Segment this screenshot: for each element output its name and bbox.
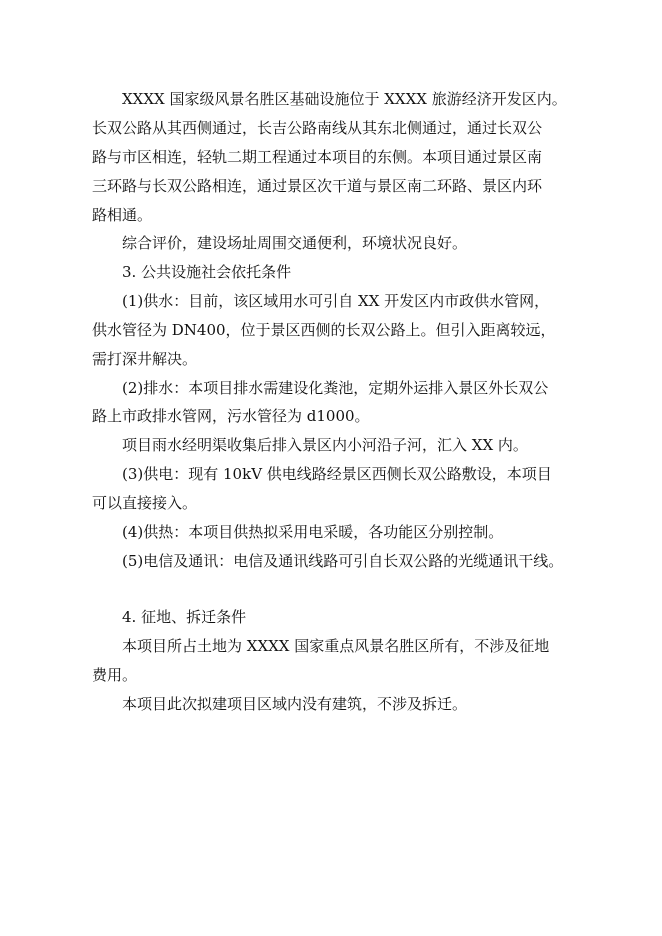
power-supply-line-1: (3)供电：现有 10kV 供电线路经景区西侧长双公路敷设，本项目 [122, 465, 552, 483]
drainage-line-1: (2)排水：本项目排水需建设化粪池，定期外运排入景区外长双公 [122, 379, 549, 397]
demolition-line: 本项目此次拟建项目区域内没有建筑，不涉及拆迁。 [122, 695, 468, 713]
section-heading-3: 3. 公共设施社会依托条件 [122, 263, 292, 281]
paragraph-line-5: 路相通。 [92, 206, 153, 224]
paragraph-line-1: XXXX 国家级风景名胜区基础设施位于 XXXX 旅游经济开发区内。 [122, 90, 567, 108]
water-supply-line-3: 需打深井解决。 [92, 350, 198, 368]
telecom-line: (5)电信及通讯：电信及通讯线路可引自长双公路的光缆通讯干线。 [122, 552, 564, 570]
section-heading-4: 4. 征地、拆迁条件 [122, 608, 247, 626]
drainage-line-2: 路上市政排水管网，污水管径为 d1000。 [92, 407, 370, 425]
rainwater-line: 项目雨水经明渠收集后排入景区内小河沿子河，汇入 XX 内。 [122, 436, 528, 454]
water-supply-line-1: (1)供水：目前，该区域用水可引自 XX 开发区内市政供水管网， [122, 292, 550, 310]
land-use-line-1: 本项目所占土地为 XXXX 国家重点风景名胜区所有，不涉及征地 [122, 637, 550, 655]
power-supply-line-2: 可以直接接入。 [92, 494, 198, 512]
paragraph-line-2: 长双公路从其西侧通过，长吉公路南线从其东北侧通过，通过长双公 [92, 119, 543, 137]
heating-line: (4)供热：本项目供热拟采用电采暖，各功能区分别控制。 [122, 523, 504, 541]
land-use-line-2: 费用。 [92, 666, 138, 684]
paragraph-line-4: 三环路与长双公路相连，通过景区次干道与景区南二环路、景区内环 [92, 177, 543, 195]
water-supply-line-2: 供水管径为 DN400，位于景区西侧的长双公路上。但引入距离较远， [92, 321, 556, 339]
paragraph-line-3: 路与市区相连，轻轨二期工程通过本项目的东侧。本项目通过景区南 [92, 148, 543, 166]
summary-line: 综合评价，建设场址周围交通便利，环境状况良好。 [122, 234, 468, 252]
